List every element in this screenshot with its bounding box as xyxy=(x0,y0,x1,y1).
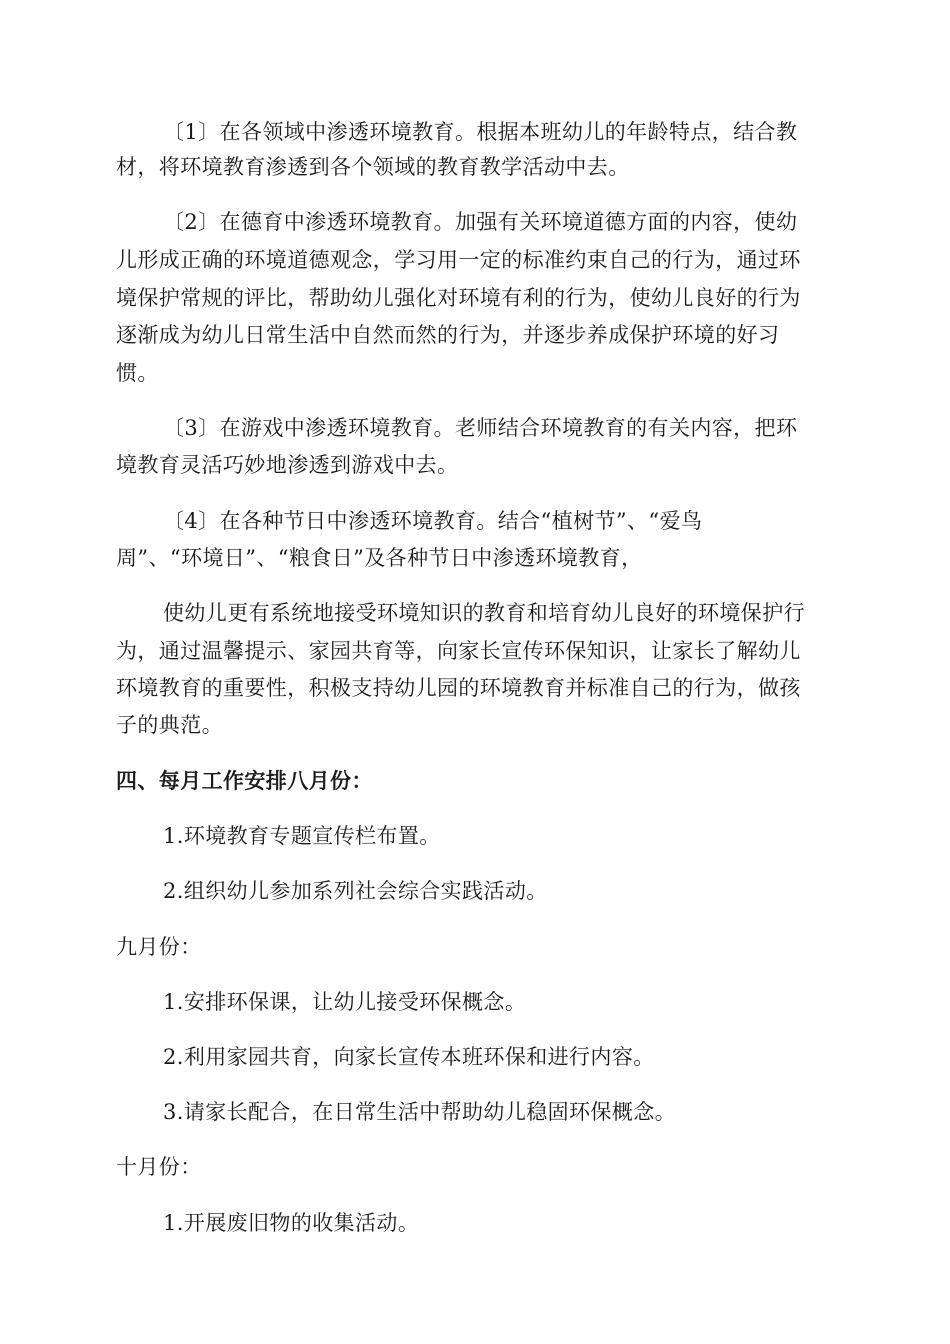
paragraph-line: 材，将环境教育渗透到各个领域的教育教学活动中去。 xyxy=(116,155,630,179)
paragraph-line: 〔4〕在各种节日中渗透环境教育。结合“植树节”、“爱鸟 xyxy=(163,509,703,533)
paragraph-line: 为，通过温馨提示、家园共育等，向家长宣传环保知识，让家长了解幼儿 xyxy=(116,639,801,663)
list-item: 1.环境教育专题宣传栏布置。 xyxy=(163,824,441,848)
list-item: 2.利用家园共育，向家长宣传本班环保和进行内容。 xyxy=(163,1045,655,1069)
list-item: 3.请家长配合，在日常生活中帮助幼儿稳固环保概念。 xyxy=(163,1100,677,1124)
list-item: 1.开展废旧物的收集活动。 xyxy=(163,1211,420,1235)
paragraph-line: 使幼儿更有系统地接受环境知识的教育和培育幼儿良好的环境保护行 xyxy=(163,601,805,625)
paragraph-line: 〔2〕在德育中渗透环境教育。加强有关环境道德方面的内容，使幼 xyxy=(163,210,798,234)
list-item: 2.组织幼儿参加系列社会综合实践活动。 xyxy=(163,879,548,903)
paragraph-line: 儿形成正确的环境道德观念，学习用一定的标准约束自己的行为，通过环 xyxy=(116,248,801,272)
paragraph-line: 环境教育的重要性，积极支持幼儿园的环境教育并标准自己的行为，做孩 xyxy=(116,676,801,700)
paragraph-line: 周”、“环境日”、“粮食日”及各种节日中渗透环境教育， xyxy=(116,546,643,570)
paragraph-line: 境保护常规的评比，帮助幼儿强化对环境有利的行为，使幼儿良好的行为 xyxy=(116,286,801,310)
paragraph-line: 境教育灵活巧妙地渗透到游戏中去。 xyxy=(116,453,459,477)
paragraph-line: 子的典范。 xyxy=(116,713,223,737)
list-item: 1.安排环保课，让幼儿接受环保概念。 xyxy=(163,990,527,1014)
section-heading: 四、每月工作安排八月份： xyxy=(116,769,373,793)
month-label: 九月份： xyxy=(116,935,202,959)
paragraph-line: 逐渐成为幼儿日常生活中自然而然的行为，并逐步养成保护环境的好习 xyxy=(116,323,780,347)
paragraph-line: 〔3〕在游戏中渗透环境教育。老师结合环境教育的有关内容，把环 xyxy=(163,416,798,440)
paragraph-line: 〔1〕在各领域中渗透环境教育。根据本班幼儿的年龄特点，结合教 xyxy=(163,120,798,144)
paragraph-line: 惯。 xyxy=(116,361,159,385)
month-label: 十月份： xyxy=(116,1155,202,1179)
